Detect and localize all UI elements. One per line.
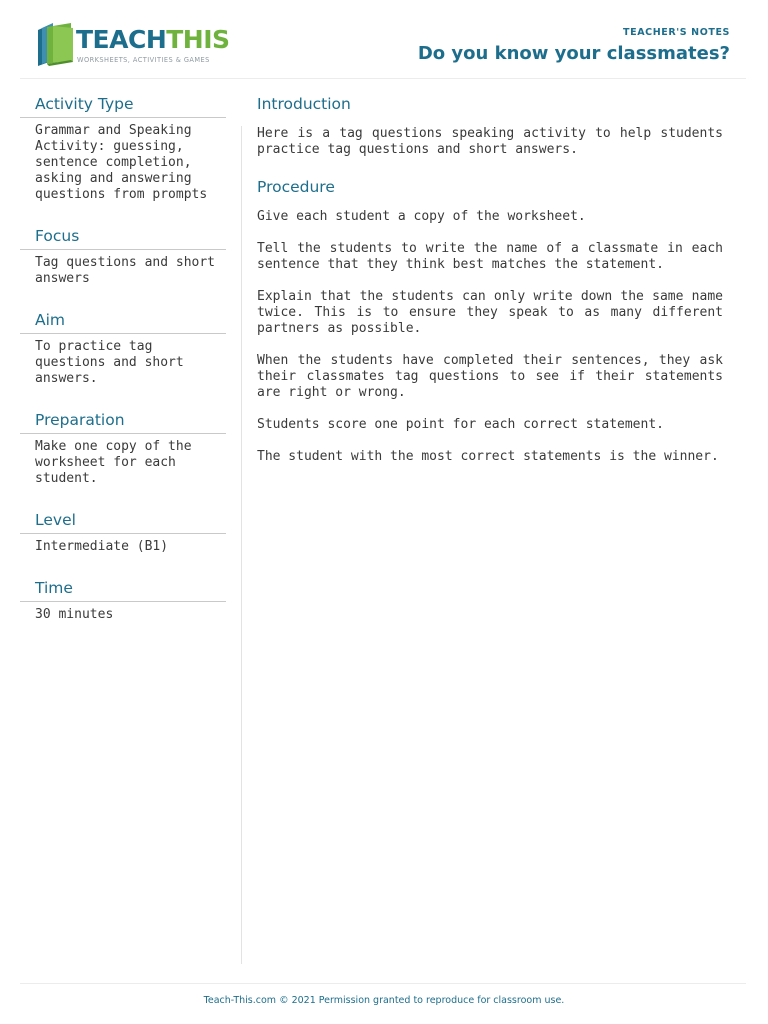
page-title: Do you know your classmates? [417,43,730,64]
column-divider [241,126,242,964]
preparation-heading: Preparation [20,408,226,434]
introduction-heading: Introduction [257,95,351,113]
level-text: Intermediate (B1) [35,539,169,554]
sidebar [20,92,226,644]
aim-text: To practice tag questions and short answers. [35,339,184,386]
procedure-step: When the students have completed their sentences, they ask their classmates tag questions to see if their statements are right or wrong. [257,353,723,400]
copyright-footer: Teach-This.com © 2021 Permission granted to reproduce for classroom use. [203,995,565,1006]
logo-tagline: WORKSHEETS, ACTIVITIES & GAMES [77,56,210,64]
preparation-text: Make one copy of the worksheet for each student. [35,439,192,486]
page-header [20,0,746,79]
logo-wordmark [76,26,230,54]
time-heading: Time [20,576,226,602]
time-text: 30 minutes [35,607,114,622]
procedure-step: Explain that the students can only write down the same name twice. This is to ensure they speak to as many different partners as possible. [257,289,723,336]
focus-text: Tag questions and short answers [35,255,216,286]
book-logo-icon [36,22,76,68]
procedure-step: Tell the students to write the name of a classmate in each sentence that they think best matches the statement. [257,241,723,272]
focus-heading: Focus [20,224,226,250]
logo-word-teach: TEACH [76,25,167,54]
level-section [20,508,226,555]
teach-this-logo [36,22,236,70]
level-heading: Level [20,508,226,534]
introduction-text: Here is a tag questions speaking activity to help students practice tag questions and short answers. [257,126,723,157]
activity-type-section [20,92,226,203]
notes-kicker: TEACHER'S NOTES [623,27,730,38]
aim-section [20,308,226,387]
procedure-step: The student with the most correct statements is the winner. [257,449,719,464]
logo-word-this: THIS [166,25,230,54]
procedure-step: Students score one point for each correct statement. [257,417,664,432]
time-section [20,576,226,623]
procedure-step: Give each student a copy of the worksheet. [257,209,586,224]
footer-divider [20,983,746,984]
activity-type-text: Grammar and Speaking Activity: guessing, sentence completion, asking and answering questions from prompts [35,123,208,202]
main-content [257,92,723,481]
preparation-section [20,408,226,487]
procedure-heading: Procedure [257,178,335,196]
aim-heading: Aim [20,308,226,334]
activity-type-heading: Activity Type [20,92,226,118]
focus-section [20,224,226,287]
